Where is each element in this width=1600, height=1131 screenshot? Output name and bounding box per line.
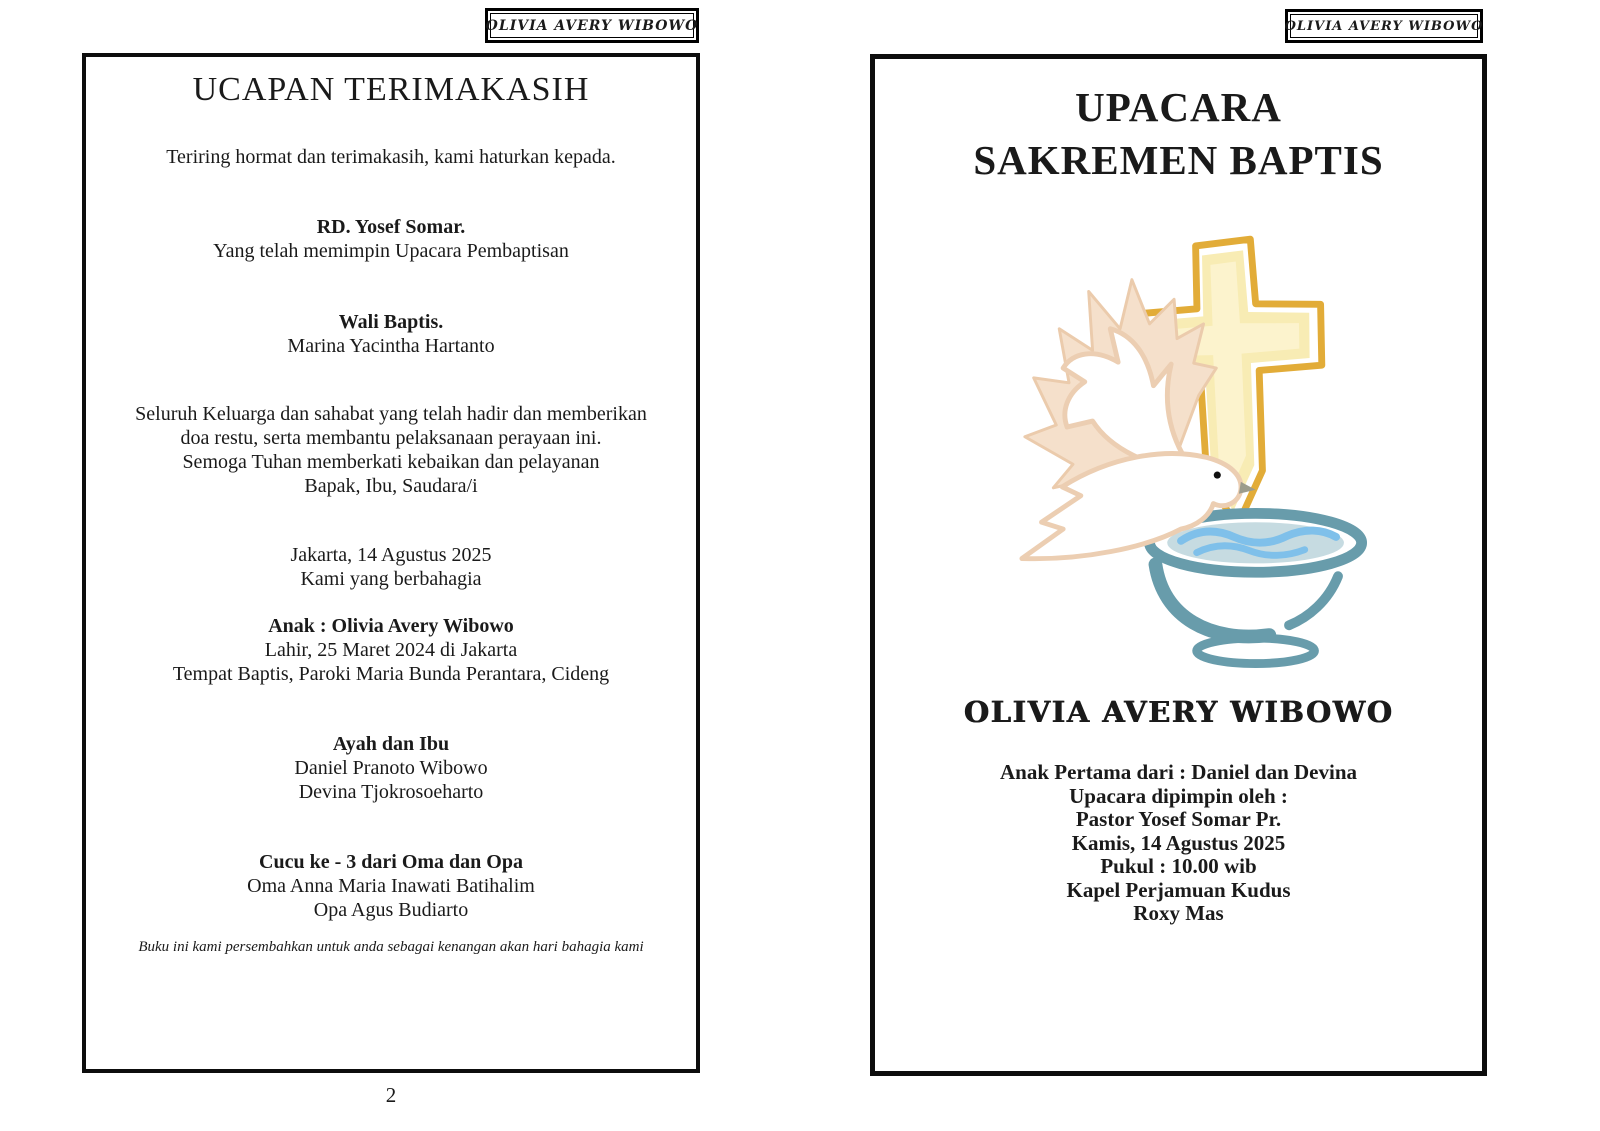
godparent-section	[86, 310, 696, 358]
detail-chapel: Kapel Perjamuan Kudus	[1066, 877, 1291, 902]
closing-date: Jakarta, 14 Agustus 2025	[290, 544, 492, 566]
father-name: Daniel Pranoto Wibowo	[294, 757, 488, 779]
grandparents-section	[86, 850, 696, 922]
gratitude-line: doa restu, serta membantu pelaksanaan perayaan ini.	[180, 427, 602, 449]
title-line-1: UPACARA	[1075, 84, 1282, 130]
child-birth-line: Lahir, 25 Maret 2024 di Jakarta	[264, 639, 518, 661]
parents-heading: Ayah dan Ibu	[332, 733, 450, 755]
grandfather-name: Opa Agus Budiarto	[313, 899, 469, 921]
detail-location: Roxy Mas	[1133, 901, 1224, 925]
left-page	[82, 53, 700, 1073]
baptism-clipart-dove-cross-font-illustration	[963, 229, 1395, 674]
closing-section	[86, 543, 696, 591]
priest-heading: RD. Yosef Somar.	[316, 216, 466, 238]
child-baptism-place-line: Tempat Baptis, Paroki Maria Bunda Perantara, Cideng	[172, 663, 610, 685]
detail-date: Kamis, 14 Agustus 2025	[1071, 830, 1286, 855]
priest-line: Yang telah memimpin Upacara Pembaptisan	[213, 240, 569, 262]
page-number: 2	[385, 1083, 397, 1107]
detail-parents: Anak Pertama dari : Daniel dan Devina	[1000, 760, 1357, 784]
right-page	[870, 54, 1487, 1076]
gratitude-line: Seluruh Keluarga dan sahabat yang telah hadir dan memberikan	[135, 403, 647, 425]
name-tag-text: OLIVIA AVERY WIBOWO	[1284, 18, 1484, 34]
gratitude-line: Bapak, Ibu, Saudara/i	[304, 475, 478, 497]
detail-pastor: Pastor Yosef Somar Pr.	[1075, 807, 1282, 831]
dedication-footnote: Buku ini kami persembahkan untuk anda sebagai kenangan akan hari bahagia kami	[138, 939, 644, 955]
title-line-2: SAKREMEN BAPTIS	[973, 137, 1384, 183]
detail-time: Pukul : 10.00 wib	[1100, 854, 1257, 878]
mother-name: Devina Tjokrosoeharto	[298, 781, 484, 803]
closing-line: Kami yang berbahagia	[300, 568, 482, 590]
name-tag-text: OLIVIA AVERY WIBOWO	[485, 17, 699, 34]
child-section	[86, 614, 696, 686]
grandmother-name: Oma Anna Maria Inawati Batihalim	[247, 875, 535, 897]
ceremony-details	[875, 761, 1482, 926]
parents-section	[86, 732, 696, 804]
godparent-line: Marina Yacintha Hartanto	[287, 335, 495, 357]
right-page-title	[875, 81, 1482, 187]
left-page-title: UCAPAN TERIMAKASIH	[192, 71, 590, 108]
child-heading: Anak : Olivia Avery Wibowo	[268, 615, 514, 637]
name-tag-box-right	[1285, 9, 1483, 43]
name-tag-frame	[485, 13, 699, 38]
name-tag-box-left	[485, 8, 699, 43]
child-name-display: OLIVIA AVERY WIBOWO	[963, 695, 1394, 729]
gratitude-paragraph	[86, 402, 696, 498]
intro-line: Teriring hormat dan terimakasih, kami haturkan kepada.	[166, 146, 616, 168]
dove-eye	[1213, 472, 1220, 479]
baptismal-font-icon	[1149, 513, 1361, 663]
priest-section	[86, 215, 696, 263]
gratitude-line: Semoga Tuhan memberkati kebaikan dan pelayanan	[182, 451, 600, 473]
detail-led-by: Upacara dipimpin oleh :	[1069, 783, 1288, 808]
name-tag-frame	[1284, 14, 1484, 38]
grandparents-heading: Cucu ke - 3 dari Oma dan Opa	[259, 851, 523, 873]
godparent-heading: Wali Baptis.	[338, 311, 444, 333]
